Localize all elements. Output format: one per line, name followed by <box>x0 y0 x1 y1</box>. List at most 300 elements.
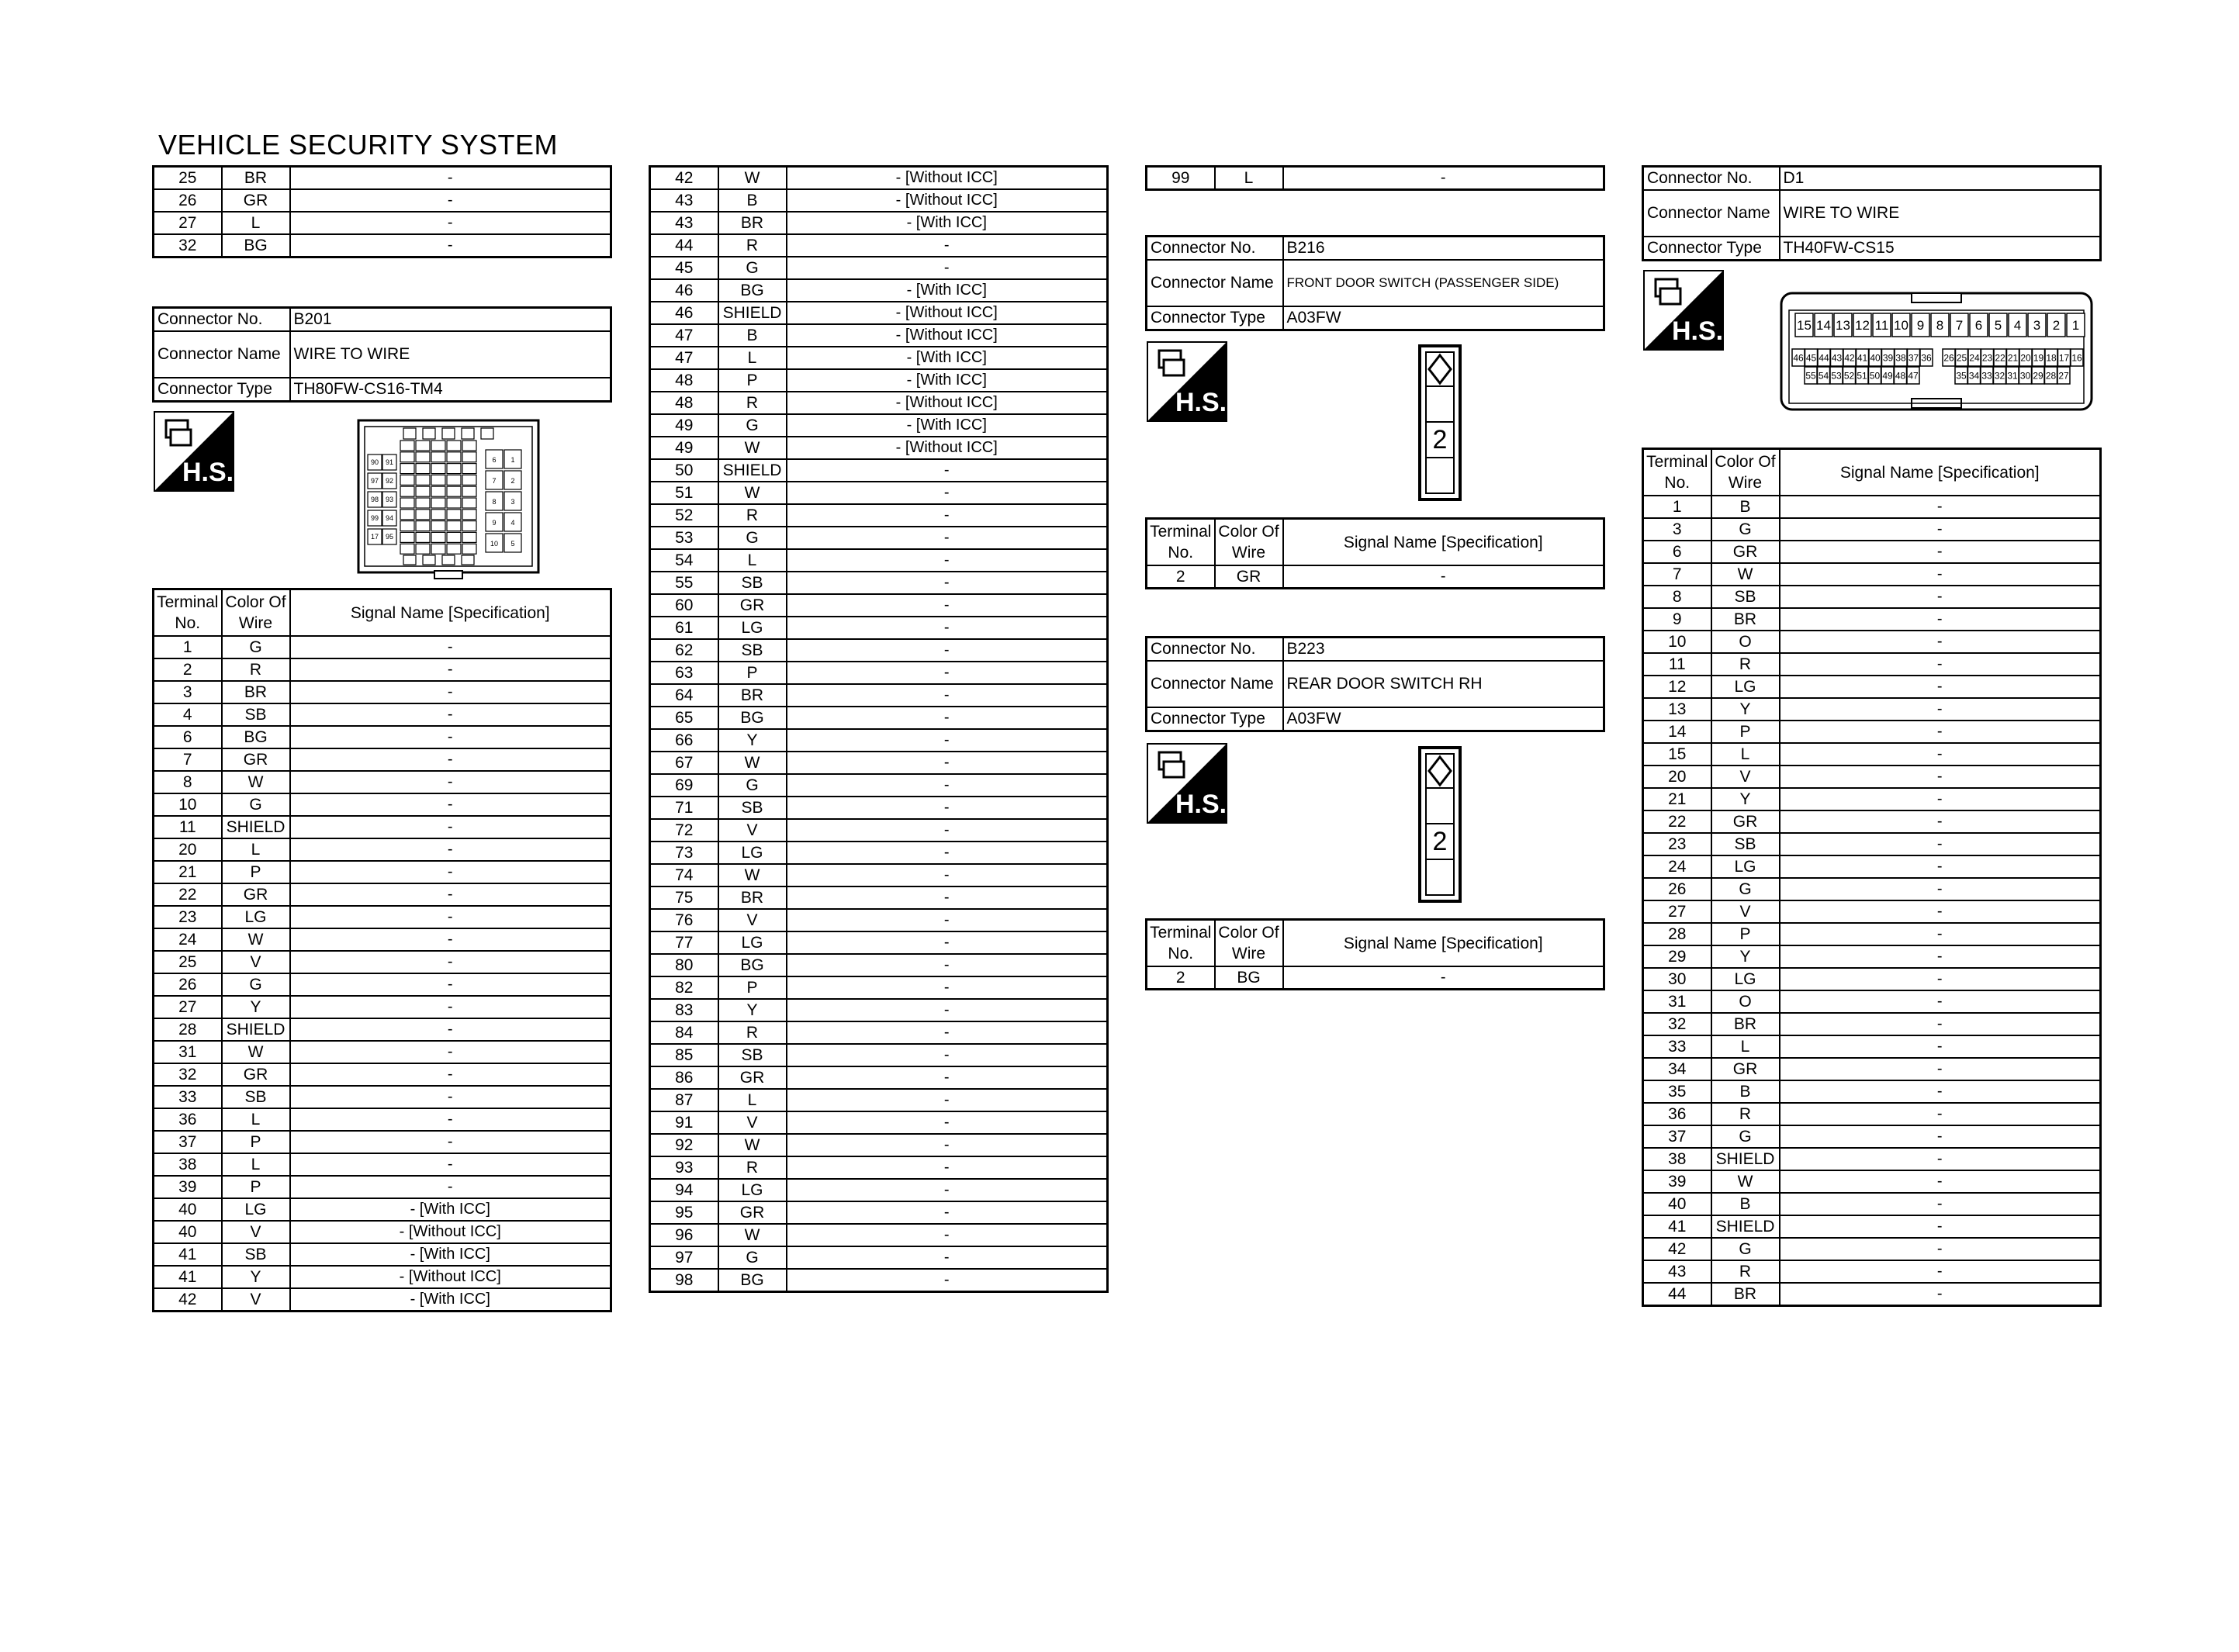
terminal-no-cell: 54 <box>650 549 718 572</box>
connector-pin-label: 27 <box>2058 370 2069 382</box>
connector-pin-label: 21 <box>2007 352 2019 364</box>
signal-name-cell: - <box>787 842 1108 864</box>
terminal-no-cell: 24 <box>154 928 222 951</box>
connector-pin-label: 4 <box>510 519 515 527</box>
connector-pin <box>416 464 430 474</box>
color-header-line2: Wire <box>238 614 273 632</box>
wire-color-cell: L <box>222 838 290 861</box>
terminal-no-cell: 43 <box>650 212 718 234</box>
table-row <box>1643 1238 2101 1260</box>
connector-pin-label: 91 <box>385 458 394 466</box>
table-row <box>154 1288 611 1312</box>
wire-color-cell: SB <box>1711 586 1780 608</box>
signal-name-cell: - <box>290 726 611 748</box>
connector-pin <box>400 498 414 508</box>
terminal-no-cell: 32 <box>154 1063 222 1086</box>
col1-top-table <box>152 165 612 258</box>
terminal-no-cell: 8 <box>1643 586 1711 608</box>
signal-name-cell: - <box>1780 653 2101 676</box>
wire-color-cell: G <box>718 414 787 437</box>
wire-color-cell: G <box>718 1246 787 1269</box>
terminal-header-line1: Terminal <box>1150 523 1212 541</box>
connector-pin-label: 17 <box>2058 352 2070 364</box>
connector-pin <box>462 428 474 439</box>
terminal-no-cell: 21 <box>1643 788 1711 810</box>
wire-color-cell: W <box>718 437 787 459</box>
wire-color-cell: V <box>718 1111 787 1134</box>
signal-name-cell: - <box>290 703 611 726</box>
connector-no-value: B223 <box>1283 638 1604 662</box>
signal-name-cell: - <box>1780 788 2101 810</box>
signal-name-cell: - <box>787 527 1108 549</box>
table-row <box>154 771 611 793</box>
wire-color-cell: W <box>718 1224 787 1246</box>
connector-pin <box>431 532 445 542</box>
signal-name-cell: - [With ICC] <box>290 1198 611 1221</box>
wire-color-cell: LG <box>222 1198 290 1221</box>
connector-pin-label: 32 <box>1994 370 2005 382</box>
table-row <box>1643 698 2101 721</box>
terminal-no-cell: 27 <box>1643 900 1711 923</box>
connector-pin-label: 10 <box>490 540 499 548</box>
wire-color-cell: BG <box>222 234 290 257</box>
table-row <box>650 774 1108 797</box>
signal-name-cell: - <box>787 1179 1108 1201</box>
terminal-no-cell: 2 <box>1147 565 1215 589</box>
terminal-no-cell: 6 <box>154 726 222 748</box>
terminal-no-cell: 55 <box>650 572 718 594</box>
table-row <box>154 1153 611 1176</box>
signal-name-cell: - <box>290 1063 611 1086</box>
wire-color-cell: W <box>718 482 787 504</box>
terminal-no-cell: 20 <box>1643 766 1711 788</box>
wire-color-cell: LG <box>718 617 787 639</box>
b223-connector-diagram <box>1418 746 1462 903</box>
connector-name-value: WIRE TO WIRE <box>1780 190 2101 237</box>
table-row <box>650 1089 1108 1111</box>
table-row <box>1643 1058 2101 1080</box>
connector-pin-label: 1 <box>2071 318 2080 334</box>
signal-name-cell: - <box>787 1044 1108 1066</box>
table-row <box>650 662 1108 684</box>
connector-pin-label: 92 <box>385 477 394 485</box>
b216-info-table <box>1145 235 1605 331</box>
wire-color-cell: GR <box>1215 565 1283 589</box>
d1-terminal-table <box>1642 448 2102 1307</box>
wire-color-cell: SB <box>222 1243 290 1266</box>
connector-pin <box>462 555 474 565</box>
table-row <box>650 886 1108 909</box>
wire-color-cell: GR <box>222 748 290 771</box>
terminal-no-cell: 36 <box>1643 1103 1711 1125</box>
connector-pin-label: 41 <box>1857 352 1868 364</box>
wire-color-cell: L <box>718 1089 787 1111</box>
signal-header: Signal Name [Specification] <box>1283 519 1604 566</box>
signal-name-cell: - <box>787 234 1108 257</box>
connector-name-value: FRONT DOOR SWITCH (PASSENGER SIDE) <box>1283 260 1604 306</box>
connector-pin-label: 3 <box>510 498 515 506</box>
connector-pin-label: 12 <box>1855 318 1870 334</box>
table-row <box>650 1246 1108 1269</box>
connector-pin-label: 39 <box>1882 352 1894 364</box>
wire-color-cell: L <box>718 347 787 369</box>
table-row <box>650 459 1108 482</box>
terminal-no-cell: 13 <box>1643 698 1711 721</box>
table-row <box>1643 855 2101 878</box>
wire-color-cell: V <box>222 951 290 973</box>
table-row <box>154 861 611 883</box>
signal-name-cell: - <box>290 883 611 906</box>
connector-pin-label: 28 <box>2045 370 2057 382</box>
table-row <box>650 684 1108 707</box>
connector-pin <box>462 532 476 542</box>
connector-no-row <box>1147 237 1604 261</box>
wire-color-cell: G <box>718 257 787 279</box>
signal-name-cell: - <box>787 1066 1108 1089</box>
connector-pin <box>447 510 461 520</box>
wire-color-cell: BR <box>718 212 787 234</box>
terminal-no-cell: 74 <box>650 864 718 886</box>
wire-color-cell: L <box>718 549 787 572</box>
table-row <box>650 639 1108 662</box>
wire-color-cell: GR <box>718 1201 787 1224</box>
terminal-no-cell: 12 <box>1643 676 1711 698</box>
table-row <box>154 1018 611 1041</box>
table-row <box>1643 496 2101 518</box>
table-row <box>1643 721 2101 743</box>
wire-color-cell: V <box>222 1221 290 1243</box>
connector-pin-label: 55 <box>1805 370 1816 382</box>
connector-pin-label: 9 <box>1916 318 1925 334</box>
wire-color-cell: SB <box>718 639 787 662</box>
terminal-header <box>1643 449 1711 496</box>
terminal-no-cell: 92 <box>650 1134 718 1156</box>
signal-name-cell: - <box>1780 923 2101 945</box>
table-row <box>154 1243 611 1266</box>
wire-color-cell: SHIELD <box>1711 1215 1780 1238</box>
connector-pin-label: 94 <box>385 514 394 522</box>
wire-color-cell: W <box>718 752 787 774</box>
wire-color-cell: LG <box>1711 968 1780 990</box>
wire-color-cell: R <box>718 504 787 527</box>
terminal-no-cell: 7 <box>154 748 222 771</box>
wire-color-cell: V <box>718 819 787 842</box>
b223-terminal-table <box>1145 918 1605 990</box>
signal-name-cell: - <box>1780 1125 2101 1148</box>
wire-color-cell: BG <box>718 707 787 729</box>
connector-pin-label: 19 <box>2033 352 2044 364</box>
wire-color-cell: LG <box>222 906 290 928</box>
table-row <box>650 392 1108 414</box>
signal-name-cell: - <box>787 1201 1108 1224</box>
table-row <box>650 1179 1108 1201</box>
table-row <box>650 819 1108 842</box>
terminal-no-cell: 38 <box>1643 1148 1711 1170</box>
wire-color-cell: BG <box>718 954 787 976</box>
terminal-no-cell: 49 <box>650 437 718 459</box>
table-row <box>650 167 1108 190</box>
color-header <box>1215 519 1283 566</box>
connector-name-row <box>1147 661 1604 707</box>
table-row <box>1643 586 2101 608</box>
connector-pin <box>462 521 476 531</box>
table-row <box>154 1041 611 1063</box>
table-row <box>154 189 611 212</box>
signal-name-cell: - <box>290 1041 611 1063</box>
table-row <box>1643 1035 2101 1058</box>
connector-type-value: A03FW <box>1283 306 1604 330</box>
connector-type-row <box>1147 306 1604 330</box>
connector-type-row <box>154 378 611 402</box>
terminal-no-cell: 86 <box>650 1066 718 1089</box>
signal-name-cell: - <box>1780 1215 2101 1238</box>
terminal-header-line1: Terminal <box>1646 453 1708 471</box>
connector-pin-label: 35 <box>1956 370 1967 382</box>
terminal-no-cell: 22 <box>1643 810 1711 833</box>
signal-name-cell: - <box>1780 1193 2101 1215</box>
wire-color-cell: SB <box>1711 833 1780 855</box>
signal-name-cell: - <box>290 906 611 928</box>
connector-pin <box>431 452 445 462</box>
connector-pin <box>400 441 414 451</box>
connector-pin <box>403 428 416 439</box>
connector-pin-label: 18 <box>2046 352 2057 364</box>
wire-color-cell: W <box>718 1134 787 1156</box>
table-row <box>1643 541 2101 563</box>
terminal-no-cell: 2 <box>1147 966 1215 990</box>
connector-pin-label: 16 <box>2071 352 2082 364</box>
signal-name-cell: - [Without ICC] <box>787 392 1108 414</box>
table-row <box>154 1176 611 1198</box>
terminal-no-cell: 4 <box>154 703 222 726</box>
wire-color-cell: SHIELD <box>1711 1148 1780 1170</box>
terminal-no-cell: 93 <box>650 1156 718 1179</box>
terminal-header <box>154 589 222 637</box>
table-row <box>1643 1080 2101 1103</box>
terminal-no-cell: 51 <box>650 482 718 504</box>
signal-name-cell: - <box>290 973 611 996</box>
terminal-no-cell: 40 <box>154 1221 222 1243</box>
connector-pin <box>431 521 445 531</box>
svg-text:2: 2 <box>1432 827 1448 856</box>
wire-color-cell: GR <box>1711 541 1780 563</box>
wire-color-cell: BR <box>1711 1013 1780 1035</box>
terminal-no-cell: 11 <box>154 816 222 838</box>
table-row <box>1643 923 2101 945</box>
terminal-no-cell: 32 <box>1643 1013 1711 1035</box>
signal-name-cell: - <box>787 864 1108 886</box>
terminal-no-cell: 61 <box>650 617 718 639</box>
signal-name-cell: - <box>290 1153 611 1176</box>
table-row <box>1147 966 1604 990</box>
connector-no-label: Connector No. <box>1147 237 1283 261</box>
terminal-no-cell: 28 <box>154 1018 222 1041</box>
signal-name-cell: - <box>290 681 611 703</box>
table-row <box>1643 563 2101 586</box>
table-row <box>154 1221 611 1243</box>
terminal-no-cell: 14 <box>1643 721 1711 743</box>
signal-name-cell: - <box>1780 541 2101 563</box>
wire-color-cell: V <box>718 909 787 931</box>
connector-pin <box>447 544 461 554</box>
wire-color-cell: SHIELD <box>222 816 290 838</box>
wire-color-cell: SB <box>718 797 787 819</box>
wire-color-cell: Y <box>718 729 787 752</box>
signal-name-cell: - <box>290 838 611 861</box>
signal-name-cell: - <box>1780 766 2101 788</box>
signal-name-cell: - <box>1780 608 2101 631</box>
terminal-no-cell: 3 <box>1643 518 1711 541</box>
wire-color-cell: B <box>1711 1080 1780 1103</box>
connector-pin-label: 34 <box>1968 370 1980 382</box>
connector-pin-label: 24 <box>1969 352 1980 364</box>
connector-pin-label: 46 <box>1793 352 1804 364</box>
terminal-no-cell: 52 <box>650 504 718 527</box>
terminal-no-cell: 48 <box>650 369 718 392</box>
terminal-no-cell: 29 <box>1643 945 1711 968</box>
connector-pin <box>462 441 476 451</box>
signal-name-cell: - <box>1780 518 2101 541</box>
table-row <box>650 931 1108 954</box>
connector-pin-label: 54 <box>1818 370 1829 382</box>
connector-name-label: Connector Name <box>1147 661 1283 707</box>
wire-color-cell: G <box>1711 1238 1780 1260</box>
connector-pin-label: 5 <box>510 540 515 548</box>
wire-color-cell: W <box>222 928 290 951</box>
terminal-no-cell: 85 <box>650 1044 718 1066</box>
table-row <box>650 549 1108 572</box>
signal-name-cell: - [With ICC] <box>290 1243 611 1266</box>
signal-name-cell: - <box>1780 1035 2101 1058</box>
terminal-no-cell: 33 <box>154 1086 222 1108</box>
terminal-no-cell: 10 <box>154 793 222 816</box>
wire-color-cell: B <box>718 324 787 347</box>
table-row <box>154 951 611 973</box>
signal-name-cell: - <box>290 748 611 771</box>
wire-color-cell: R <box>1711 653 1780 676</box>
signal-name-cell: - <box>787 684 1108 707</box>
connector-pin <box>400 464 414 474</box>
terminal-header-line1: Terminal <box>157 593 219 611</box>
signal-name-cell: - <box>1283 565 1604 589</box>
connector-pin-label: 97 <box>370 477 379 485</box>
terminal-no-cell: 96 <box>650 1224 718 1246</box>
terminal-no-cell: 42 <box>1643 1238 1711 1260</box>
connector-pin-label: 47 <box>1908 370 1919 382</box>
terminal-no-cell: 46 <box>650 302 718 324</box>
wire-color-cell: BG <box>718 1269 787 1292</box>
table-row <box>154 1108 611 1131</box>
signal-name-cell: - <box>787 1111 1108 1134</box>
d1-connector-diagram <box>1780 289 2093 413</box>
terminal-no-cell: 39 <box>1643 1170 1711 1193</box>
terminal-no-cell: 23 <box>154 906 222 928</box>
table-row <box>154 658 611 681</box>
signal-name-cell: - <box>787 662 1108 684</box>
color-header-line1: Color Of <box>1715 453 1776 471</box>
signal-name-cell: - <box>1780 586 2101 608</box>
connector-pin <box>431 510 445 520</box>
signal-name-cell: - <box>1780 631 2101 653</box>
wire-color-cell: SB <box>222 703 290 726</box>
terminal-no-cell: 60 <box>650 594 718 617</box>
signal-name-cell: - [With ICC] <box>290 1288 611 1312</box>
signal-name-cell: - <box>290 928 611 951</box>
col2-terminal-table <box>649 165 1109 1293</box>
connector-pin-label: 26 <box>1943 352 1954 364</box>
table-row <box>1643 833 2101 855</box>
wire-color-cell: GR <box>1711 810 1780 833</box>
signal-name-cell: - <box>1780 1283 2101 1306</box>
signal-name-cell: - <box>787 976 1108 999</box>
table-header-row <box>154 589 611 637</box>
terminal-no-cell: 33 <box>1643 1035 1711 1058</box>
connector-type-label: Connector Type <box>1643 237 1780 261</box>
terminal-no-cell: 26 <box>154 189 222 212</box>
table-row <box>650 572 1108 594</box>
terminal-no-cell: 22 <box>154 883 222 906</box>
connector-pin-label: 2 <box>2052 318 2061 334</box>
wire-color-cell: P <box>1711 721 1780 743</box>
wire-color-cell: G <box>1711 518 1780 541</box>
connector-pin-label: 17 <box>370 533 379 541</box>
connector-pin <box>400 544 414 554</box>
terminal-no-cell: 41 <box>1643 1215 1711 1238</box>
connector-pin <box>431 486 445 496</box>
terminal-no-cell: 38 <box>154 1153 222 1176</box>
table-row <box>154 883 611 906</box>
signal-name-cell: - <box>1780 990 2101 1013</box>
terminal-no-cell: 69 <box>650 774 718 797</box>
signal-name-cell: - <box>787 931 1108 954</box>
connector-pin-label: 31 <box>2007 370 2018 382</box>
connector-pin-label: 95 <box>385 533 394 541</box>
terminal-no-cell: 40 <box>154 1198 222 1221</box>
wire-color-cell: L <box>1711 1035 1780 1058</box>
connector-pin <box>462 452 476 462</box>
d1-info-table <box>1642 165 2102 261</box>
table-row <box>650 1201 1108 1224</box>
connector-pin-label: 6 <box>492 456 497 464</box>
connector-pin-label: 11 <box>1874 318 1889 334</box>
connector-type-label: Connector Type <box>154 378 290 402</box>
terminal-no-cell: 35 <box>1643 1080 1711 1103</box>
terminal-no-cell: 23 <box>1643 833 1711 855</box>
wire-color-cell: G <box>1711 878 1780 900</box>
wire-color-cell: B <box>718 189 787 212</box>
connector-type-value: A03FW <box>1283 707 1604 731</box>
connector-pin <box>447 498 461 508</box>
connector-no-row <box>1643 167 2101 191</box>
connector-type-value: TH80FW-CS16-TM4 <box>290 378 611 402</box>
signal-name-cell: - [Without ICC] <box>787 189 1108 212</box>
connector-pin-label: 4 <box>2013 318 2022 334</box>
signal-name-cell: - <box>1780 676 2101 698</box>
signal-name-cell: - <box>1780 563 2101 586</box>
wire-color-cell: L <box>1711 743 1780 766</box>
connector-pin <box>416 532 430 542</box>
signal-name-cell: - <box>290 1131 611 1153</box>
connector-pin <box>423 555 435 565</box>
wire-color-cell: R <box>718 1021 787 1044</box>
connector-type-label: Connector Type <box>1147 306 1283 330</box>
wire-color-cell: V <box>1711 766 1780 788</box>
wire-color-cell: LG <box>718 842 787 864</box>
wire-color-cell: BR <box>1711 608 1780 631</box>
connector-pin-label: 98 <box>370 496 379 503</box>
terminal-no-cell: 66 <box>650 729 718 752</box>
table-row <box>154 996 611 1018</box>
